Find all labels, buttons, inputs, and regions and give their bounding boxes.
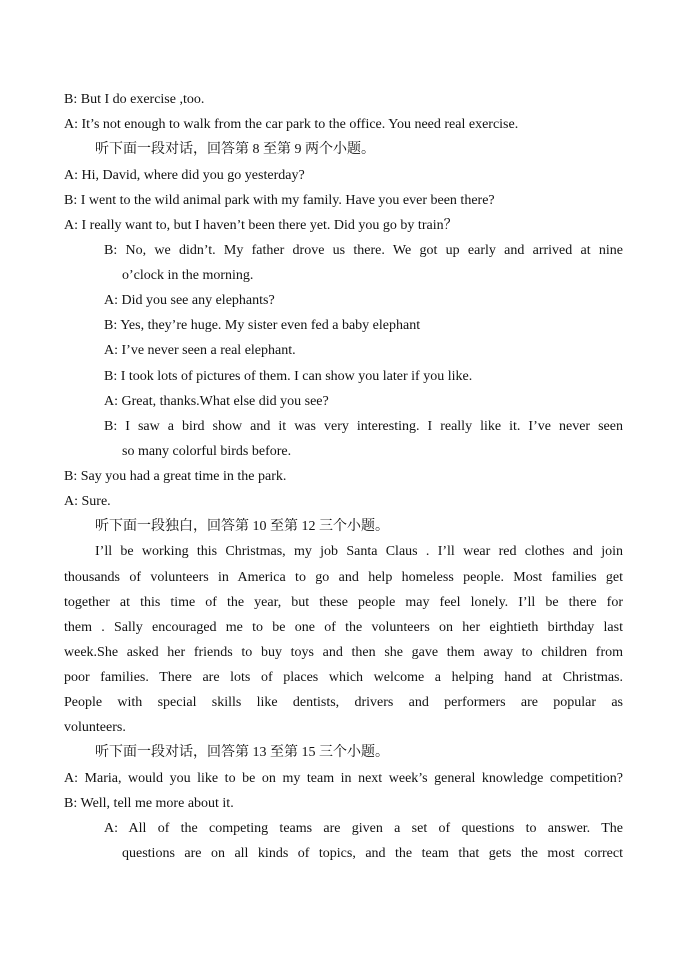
- dialogue-line: A: Sure.: [64, 494, 111, 509]
- monologue-line: volunteers.: [64, 720, 126, 735]
- section-heading: 听下面一段独白，回答第 10 至第 12 三个小题。: [95, 519, 389, 534]
- dialogue-line: A: It’s not enough to walk from the car park to the office. You need real exercise.: [64, 117, 519, 132]
- dialogue-line: A: Hi, David, where did you go yesterday?: [64, 168, 305, 183]
- dialogue-line: A: Maria, would you like to be on my team in next week’s general knowledge competition?: [64, 771, 623, 786]
- dialogue-line: A: Great, thanks.What else did you see?: [104, 394, 329, 409]
- dialogue-line: B: Well, tell me more about it.: [64, 796, 234, 811]
- dialogue-line: B: But I do exercise ,too.: [64, 92, 205, 107]
- section-heading: 听下面一段对话，回答第 13 至第 15 三个小题。: [95, 745, 389, 760]
- dialogue-line: B: I went to the wild animal park with my family. Have you ever been there?: [64, 193, 495, 208]
- dialogue-line: B: No, we didn’t. My father drove us there. We got up early and arrived at nine: [104, 243, 623, 258]
- monologue-line: them . Sally encouraged me to be one of the volunteers on her eightieth birthday last: [64, 620, 623, 635]
- dialogue-line: A: Did you see any elephants?: [104, 293, 275, 308]
- dialogue-line: A: All of the competing teams are given a set of questions to answer. The: [104, 821, 623, 836]
- monologue-line: week.She asked her friends to buy toys and then she gave them away to children from: [64, 645, 623, 660]
- dialogue-line: B: Yes, they’re huge. My sister even fed a baby elephant: [104, 318, 421, 333]
- dialogue-line-continued: so many colorful birds before.: [122, 444, 292, 459]
- dialogue-line-continued: o’clock in the morning.: [122, 268, 254, 283]
- dialogue-line: B: Say you had a great time in the park.: [64, 469, 287, 484]
- dialogue-line: B: I took lots of pictures of them. I can show you later if you like.: [104, 369, 473, 384]
- dialogue-line: A: I really want to, but I haven’t been there yet. Did you go by train？: [64, 218, 458, 233]
- dialogue-line: A: I’ve never seen a real elephant.: [104, 343, 296, 358]
- monologue-line: together at this time of the year, but these people may feel lonely. I’ll be there for: [64, 595, 623, 610]
- monologue-line: I’ll be working this Christmas, my job Santa Claus . I’ll wear red clothes and join: [95, 544, 623, 559]
- monologue-line: People with special skills like dentists, drivers and performers are popular as: [64, 695, 623, 710]
- monologue-line: thousands of volunteers in America to go and help homeless people. Most families get: [64, 570, 623, 585]
- dialogue-line: B: I saw a bird show and it was very interesting. I really like it. I’ve never seen: [104, 419, 623, 434]
- section-heading: 听下面一段对话，回答第 8 至第 9 两个小题。: [95, 142, 375, 157]
- dialogue-line-continued: questions are on all kinds of topics, and the team that gets the most correct: [122, 846, 623, 861]
- monologue-line: poor families. There are lots of places which welcome a helping hand at Christmas.: [64, 670, 623, 685]
